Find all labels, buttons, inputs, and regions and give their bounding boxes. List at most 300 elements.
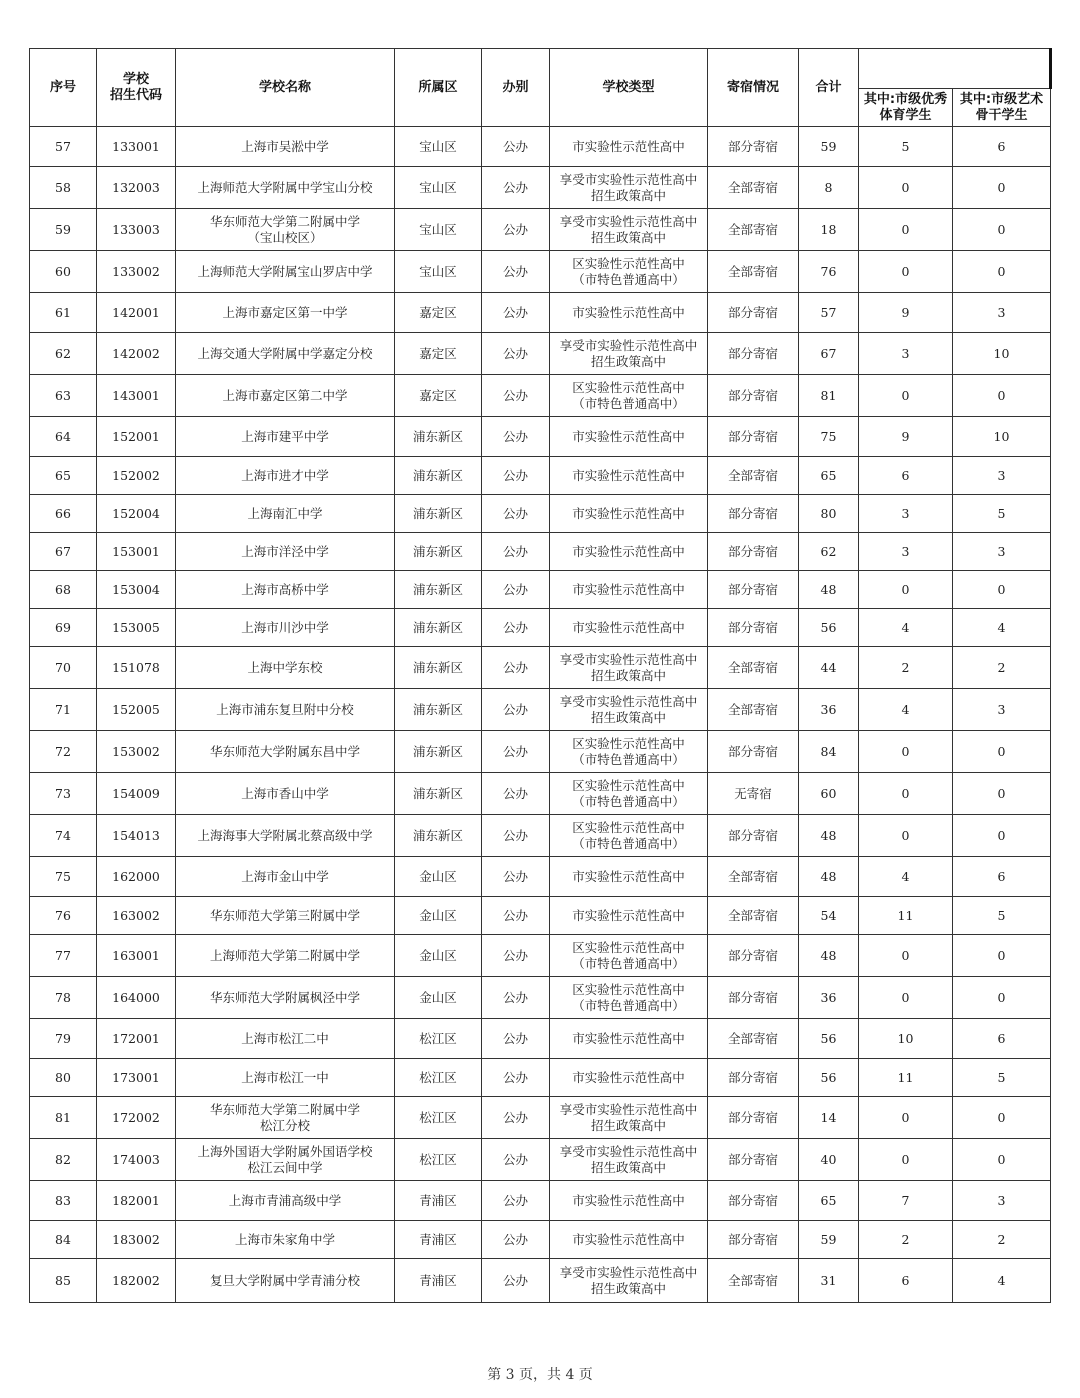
cell-name-line: 上海师范大学附属宝山罗店中学 — [197, 263, 373, 279]
enrollment-sheet — [29, 48, 1052, 1303]
cell-type — [550, 773, 708, 815]
cell-arts: 5 — [953, 897, 1051, 935]
cell-ownership: 公办 — [482, 935, 550, 977]
cell-type-line: 市实验性示范性高中 — [572, 907, 685, 923]
table-row — [30, 1097, 1051, 1139]
cell-type-line: （市特色普通高中） — [572, 835, 685, 851]
cell-sports: 3 — [859, 495, 953, 533]
cell-type — [550, 533, 708, 571]
table-row — [30, 127, 1051, 167]
cell-boarding: 部分寄宿 — [708, 417, 799, 457]
cell-district: 宝山区 — [395, 127, 482, 167]
cell-boarding: 全部寄宿 — [708, 209, 799, 251]
cell-name — [176, 1097, 395, 1139]
cell-total: 59 — [799, 1221, 859, 1259]
cell-seq: 71 — [30, 689, 97, 731]
cell-type — [550, 815, 708, 857]
cell-type-line: 享受市实验性示范性高中 — [559, 1101, 698, 1117]
cell-district: 宝山区 — [395, 209, 482, 251]
cell-type — [550, 897, 708, 935]
cell-arts: 0 — [953, 815, 1051, 857]
cell-type-line: 区实验性示范性高中 — [572, 819, 685, 835]
cell-seq: 64 — [30, 417, 97, 457]
cell-seq: 69 — [30, 609, 97, 647]
table-row — [30, 689, 1051, 731]
cell-sports: 3 — [859, 533, 953, 571]
cell-name-line: 上海市松江二中 — [241, 1030, 329, 1046]
cell-sports: 0 — [859, 167, 953, 209]
cell-sports: 0 — [859, 1139, 953, 1181]
cell-district: 松江区 — [395, 1019, 482, 1059]
cell-name-line: 上海市吴淞中学 — [241, 138, 329, 154]
cell-type-line: （市特色普通高中） — [572, 395, 685, 411]
cell-ownership: 公办 — [482, 571, 550, 609]
cell-type-line: （市特色普通高中） — [572, 793, 685, 809]
cell-type-line: 市实验性示范性高中 — [572, 304, 685, 320]
cell-total: 65 — [799, 457, 859, 495]
cell-name — [176, 333, 395, 375]
cell-code: 172001 — [97, 1019, 176, 1059]
cell-type-line: （市特色普通高中） — [572, 271, 685, 287]
cell-total: 36 — [799, 977, 859, 1019]
cell-ownership: 公办 — [482, 457, 550, 495]
cell-ownership: 公办 — [482, 533, 550, 571]
header-code — [97, 49, 176, 127]
cell-district: 金山区 — [395, 897, 482, 935]
cell-type — [550, 333, 708, 375]
cell-boarding: 部分寄宿 — [708, 977, 799, 1019]
table-row — [30, 1059, 1051, 1097]
cell-code: 154009 — [97, 773, 176, 815]
cell-arts: 0 — [953, 1097, 1051, 1139]
cell-district: 金山区 — [395, 935, 482, 977]
cell-total: 56 — [799, 1019, 859, 1059]
cell-district: 浦东新区 — [395, 731, 482, 773]
header-sports — [859, 89, 953, 127]
cell-total: 80 — [799, 495, 859, 533]
header-name: 学校名称 — [176, 49, 395, 127]
cell-seq: 75 — [30, 857, 97, 897]
cell-district: 嘉定区 — [395, 333, 482, 375]
cell-name-line: 上海市建平中学 — [241, 428, 329, 444]
header-blank-top — [859, 49, 1051, 89]
cell-code: 142002 — [97, 333, 176, 375]
cell-code: 174003 — [97, 1139, 176, 1181]
table-row — [30, 1019, 1051, 1059]
cell-type — [550, 375, 708, 417]
cell-sports: 0 — [859, 773, 953, 815]
cell-district: 浦东新区 — [395, 495, 482, 533]
cell-name — [176, 977, 395, 1019]
cell-type — [550, 127, 708, 167]
cell-code: 182001 — [97, 1181, 176, 1221]
cell-sports: 0 — [859, 209, 953, 251]
cell-arts: 0 — [953, 773, 1051, 815]
cell-seq: 79 — [30, 1019, 97, 1059]
header-seq: 序号 — [30, 49, 97, 127]
cell-name-line: 上海海事大学附属北蔡高级中学 — [197, 827, 373, 843]
cell-sports: 9 — [859, 293, 953, 333]
cell-name — [176, 1139, 395, 1181]
cell-boarding: 部分寄宿 — [708, 1181, 799, 1221]
cell-sports: 0 — [859, 935, 953, 977]
cell-total: 48 — [799, 935, 859, 977]
cell-code: 164000 — [97, 977, 176, 1019]
cell-name — [176, 773, 395, 815]
cell-total: 76 — [799, 251, 859, 293]
cell-arts: 0 — [953, 375, 1051, 417]
cell-type-line: 招生政策高中 — [590, 1280, 666, 1296]
cell-name-line: 上海外国语大学附属外国语学校 — [197, 1143, 373, 1159]
cell-name — [176, 533, 395, 571]
cell-boarding: 部分寄宿 — [708, 293, 799, 333]
cell-boarding: 部分寄宿 — [708, 935, 799, 977]
cell-boarding: 部分寄宿 — [708, 815, 799, 857]
cell-name — [176, 457, 395, 495]
cell-arts: 0 — [953, 731, 1051, 773]
cell-boarding: 全部寄宿 — [708, 167, 799, 209]
table-row — [30, 533, 1051, 571]
cell-district: 浦东新区 — [395, 417, 482, 457]
cell-arts: 10 — [953, 333, 1051, 375]
cell-code: 163002 — [97, 897, 176, 935]
cell-type-line: 区实验性示范性高中 — [572, 735, 685, 751]
cell-sports: 4 — [859, 857, 953, 897]
cell-code: 133002 — [97, 251, 176, 293]
cell-ownership: 公办 — [482, 1181, 550, 1221]
cell-seq: 66 — [30, 495, 97, 533]
cell-boarding: 部分寄宿 — [708, 731, 799, 773]
cell-name-line: 松江云间中学 — [247, 1159, 323, 1175]
cell-name — [176, 731, 395, 773]
cell-ownership: 公办 — [482, 647, 550, 689]
table-row — [30, 457, 1051, 495]
cell-boarding: 部分寄宿 — [708, 1059, 799, 1097]
cell-type-line: 享受市实验性示范性高中 — [559, 693, 698, 709]
table-row — [30, 333, 1051, 375]
cell-district: 松江区 — [395, 1097, 482, 1139]
cell-type — [550, 977, 708, 1019]
cell-boarding: 部分寄宿 — [708, 495, 799, 533]
cell-sports: 10 — [859, 1019, 953, 1059]
cell-sports: 4 — [859, 609, 953, 647]
cell-code: 133001 — [97, 127, 176, 167]
table-row — [30, 571, 1051, 609]
cell-type-line: 招生政策高中 — [590, 667, 666, 683]
cell-type — [550, 1139, 708, 1181]
cell-arts: 0 — [953, 251, 1051, 293]
table-row — [30, 209, 1051, 251]
cell-type-line: 招生政策高中 — [590, 1117, 666, 1133]
cell-sports: 0 — [859, 571, 953, 609]
cell-seq: 57 — [30, 127, 97, 167]
cell-type — [550, 1259, 708, 1303]
cell-type-line: （市特色普通高中） — [572, 751, 685, 767]
cell-code: 152004 — [97, 495, 176, 533]
cell-ownership: 公办 — [482, 1019, 550, 1059]
cell-boarding: 全部寄宿 — [708, 457, 799, 495]
cell-ownership: 公办 — [482, 251, 550, 293]
cell-ownership: 公办 — [482, 417, 550, 457]
cell-arts: 0 — [953, 935, 1051, 977]
cell-district: 松江区 — [395, 1139, 482, 1181]
cell-district: 浦东新区 — [395, 773, 482, 815]
header-total: 合计 — [799, 49, 859, 127]
cell-type-line: 享受市实验性示范性高中 — [559, 337, 698, 353]
header-sports-line: 体育学生 — [879, 107, 932, 123]
table-row — [30, 815, 1051, 857]
cell-code: 163001 — [97, 935, 176, 977]
cell-sports: 0 — [859, 375, 953, 417]
table-row — [30, 375, 1051, 417]
table-header-row — [30, 49, 1051, 89]
header-type: 学校类型 — [550, 49, 708, 127]
cell-boarding: 部分寄宿 — [708, 127, 799, 167]
cell-name-line: 松江分校 — [259, 1117, 310, 1133]
cell-total: 31 — [799, 1259, 859, 1303]
cell-boarding: 部分寄宿 — [708, 609, 799, 647]
cell-ownership: 公办 — [482, 333, 550, 375]
cell-seq: 72 — [30, 731, 97, 773]
cell-type-line: 招生政策高中 — [590, 1159, 666, 1175]
cell-name — [176, 897, 395, 935]
cell-seq: 74 — [30, 815, 97, 857]
cell-ownership: 公办 — [482, 209, 550, 251]
cell-type-line: 招生政策高中 — [590, 353, 666, 369]
cell-total: 48 — [799, 571, 859, 609]
cell-sports: 0 — [859, 815, 953, 857]
table-row — [30, 977, 1051, 1019]
cell-type-line: 市实验性示范性高中 — [572, 868, 685, 884]
cell-seq: 60 — [30, 251, 97, 293]
cell-seq: 78 — [30, 977, 97, 1019]
cell-type — [550, 1019, 708, 1059]
cell-name — [176, 375, 395, 417]
cell-total: 48 — [799, 815, 859, 857]
header-arts-line: 其中:市级艺术 — [959, 91, 1044, 107]
cell-sports: 11 — [859, 1059, 953, 1097]
cell-district: 嘉定区 — [395, 293, 482, 333]
cell-name — [176, 1059, 395, 1097]
header-code-line: 学校 — [122, 71, 149, 87]
cell-boarding: 部分寄宿 — [708, 375, 799, 417]
cell-seq: 68 — [30, 571, 97, 609]
cell-sports: 9 — [859, 417, 953, 457]
cell-seq: 85 — [30, 1259, 97, 1303]
cell-name-line: 复旦大学附属中学青浦分校 — [209, 1272, 360, 1288]
cell-seq: 58 — [30, 167, 97, 209]
cell-type-line: 市实验性示范性高中 — [572, 1231, 685, 1247]
cell-ownership: 公办 — [482, 609, 550, 647]
cell-arts: 0 — [953, 977, 1051, 1019]
header-arts-line: 骨干学生 — [975, 107, 1028, 123]
table-row — [30, 1181, 1051, 1221]
cell-code: 133003 — [97, 209, 176, 251]
cell-arts: 3 — [953, 293, 1051, 333]
cell-name-line: 上海中学东校 — [247, 659, 323, 675]
cell-code: 142001 — [97, 293, 176, 333]
cell-boarding: 部分寄宿 — [708, 571, 799, 609]
table-row — [30, 1139, 1051, 1181]
table-row — [30, 935, 1051, 977]
cell-type — [550, 571, 708, 609]
cell-district: 青浦区 — [395, 1221, 482, 1259]
cell-district: 浦东新区 — [395, 533, 482, 571]
cell-boarding: 部分寄宿 — [708, 1221, 799, 1259]
cell-code: 143001 — [97, 375, 176, 417]
cell-district: 嘉定区 — [395, 375, 482, 417]
cell-name-line: 上海交通大学附属中学嘉定分校 — [197, 345, 373, 361]
cell-seq: 63 — [30, 375, 97, 417]
cell-seq: 61 — [30, 293, 97, 333]
cell-district: 浦东新区 — [395, 457, 482, 495]
cell-arts: 10 — [953, 417, 1051, 457]
cell-seq: 80 — [30, 1059, 97, 1097]
cell-code: 153002 — [97, 731, 176, 773]
cell-ownership: 公办 — [482, 731, 550, 773]
cell-arts: 0 — [953, 209, 1051, 251]
cell-district: 浦东新区 — [395, 689, 482, 731]
cell-type — [550, 457, 708, 495]
cell-district: 宝山区 — [395, 167, 482, 209]
cell-name-line: 华东师范大学附属东昌中学 — [209, 743, 360, 759]
table-body — [30, 127, 1051, 1303]
cell-type — [550, 609, 708, 647]
cell-name-line: 上海市嘉定区第二中学 — [222, 387, 348, 403]
cell-ownership: 公办 — [482, 1097, 550, 1139]
cell-sports: 0 — [859, 1097, 953, 1139]
cell-sports: 11 — [859, 897, 953, 935]
table-row — [30, 495, 1051, 533]
cell-type-line: 享受市实验性示范性高中 — [559, 1264, 698, 1280]
cell-type-line: 区实验性示范性高中 — [572, 379, 685, 395]
cell-type-line: （市特色普通高中） — [572, 997, 685, 1013]
cell-sports: 2 — [859, 1221, 953, 1259]
cell-name-line: 上海市高桥中学 — [241, 581, 329, 597]
cell-name — [176, 689, 395, 731]
cell-sports: 0 — [859, 731, 953, 773]
cell-code: 153001 — [97, 533, 176, 571]
cell-seq: 73 — [30, 773, 97, 815]
cell-type-line: 市实验性示范性高中 — [572, 505, 685, 521]
cell-ownership: 公办 — [482, 897, 550, 935]
cell-arts: 4 — [953, 1259, 1051, 1303]
cell-boarding: 全部寄宿 — [708, 857, 799, 897]
cell-type — [550, 935, 708, 977]
cell-sports: 4 — [859, 689, 953, 731]
cell-name-line: 上海南汇中学 — [247, 505, 323, 521]
cell-arts: 5 — [953, 495, 1051, 533]
header-sports-line: 其中:市级优秀 — [863, 91, 948, 107]
cell-ownership: 公办 — [482, 127, 550, 167]
cell-code: 152002 — [97, 457, 176, 495]
cell-total: 75 — [799, 417, 859, 457]
cell-type — [550, 857, 708, 897]
cell-code: 153004 — [97, 571, 176, 609]
cell-type-line: 区实验性示范性高中 — [572, 255, 685, 271]
cell-ownership: 公办 — [482, 375, 550, 417]
cell-total: 8 — [799, 167, 859, 209]
cell-ownership: 公办 — [482, 1059, 550, 1097]
cell-total: 65 — [799, 1181, 859, 1221]
table-row — [30, 857, 1051, 897]
cell-name-line: 上海市金山中学 — [241, 868, 329, 884]
cell-seq: 67 — [30, 533, 97, 571]
cell-district: 金山区 — [395, 857, 482, 897]
cell-arts: 3 — [953, 533, 1051, 571]
cell-boarding: 全部寄宿 — [708, 1259, 799, 1303]
cell-name-line: 上海市松江一中 — [241, 1069, 329, 1085]
cell-seq: 76 — [30, 897, 97, 935]
cell-sports: 6 — [859, 457, 953, 495]
cell-type-line: 招生政策高中 — [590, 187, 666, 203]
cell-name — [176, 857, 395, 897]
cell-name — [176, 209, 395, 251]
cell-name — [176, 1221, 395, 1259]
cell-name — [176, 495, 395, 533]
cell-district: 宝山区 — [395, 251, 482, 293]
cell-boarding: 部分寄宿 — [708, 1097, 799, 1139]
cell-name — [176, 935, 395, 977]
cell-boarding: 部分寄宿 — [708, 1139, 799, 1181]
cell-type-line: 市实验性示范性高中 — [572, 1069, 685, 1085]
cell-name — [176, 1259, 395, 1303]
cell-type — [550, 1221, 708, 1259]
cell-seq: 70 — [30, 647, 97, 689]
cell-ownership: 公办 — [482, 977, 550, 1019]
cell-ownership: 公办 — [482, 815, 550, 857]
cell-code: 162000 — [97, 857, 176, 897]
cell-district: 浦东新区 — [395, 815, 482, 857]
cell-type-line: 享受市实验性示范性高中 — [559, 1143, 698, 1159]
cell-ownership: 公办 — [482, 773, 550, 815]
cell-seq: 62 — [30, 333, 97, 375]
cell-sports: 0 — [859, 977, 953, 1019]
cell-seq: 81 — [30, 1097, 97, 1139]
cell-total: 40 — [799, 1139, 859, 1181]
cell-arts: 6 — [953, 1019, 1051, 1059]
cell-total: 62 — [799, 533, 859, 571]
header-boarding: 寄宿情况 — [708, 49, 799, 127]
cell-type-line: 市实验性示范性高中 — [572, 581, 685, 597]
cell-arts: 0 — [953, 571, 1051, 609]
table-row — [30, 1259, 1051, 1303]
cell-ownership: 公办 — [482, 293, 550, 333]
cell-name-line: 上海市香山中学 — [241, 785, 329, 801]
cell-arts: 6 — [953, 857, 1051, 897]
table-row — [30, 251, 1051, 293]
cell-total: 44 — [799, 647, 859, 689]
cell-seq: 82 — [30, 1139, 97, 1181]
cell-code: 151078 — [97, 647, 176, 689]
table-row — [30, 609, 1051, 647]
cell-code: 172002 — [97, 1097, 176, 1139]
cell-type-line: （市特色普通高中） — [572, 955, 685, 971]
cell-ownership: 公办 — [482, 167, 550, 209]
cell-type-line: 享受市实验性示范性高中 — [559, 171, 698, 187]
cell-total: 14 — [799, 1097, 859, 1139]
cell-arts: 2 — [953, 1221, 1051, 1259]
cell-name — [176, 251, 395, 293]
cell-sports: 7 — [859, 1181, 953, 1221]
cell-total: 56 — [799, 1059, 859, 1097]
cell-type-line: 市实验性示范性高中 — [572, 1192, 685, 1208]
cell-arts: 3 — [953, 457, 1051, 495]
cell-district: 浦东新区 — [395, 609, 482, 647]
cell-code: 132003 — [97, 167, 176, 209]
cell-seq: 83 — [30, 1181, 97, 1221]
cell-arts: 2 — [953, 647, 1051, 689]
